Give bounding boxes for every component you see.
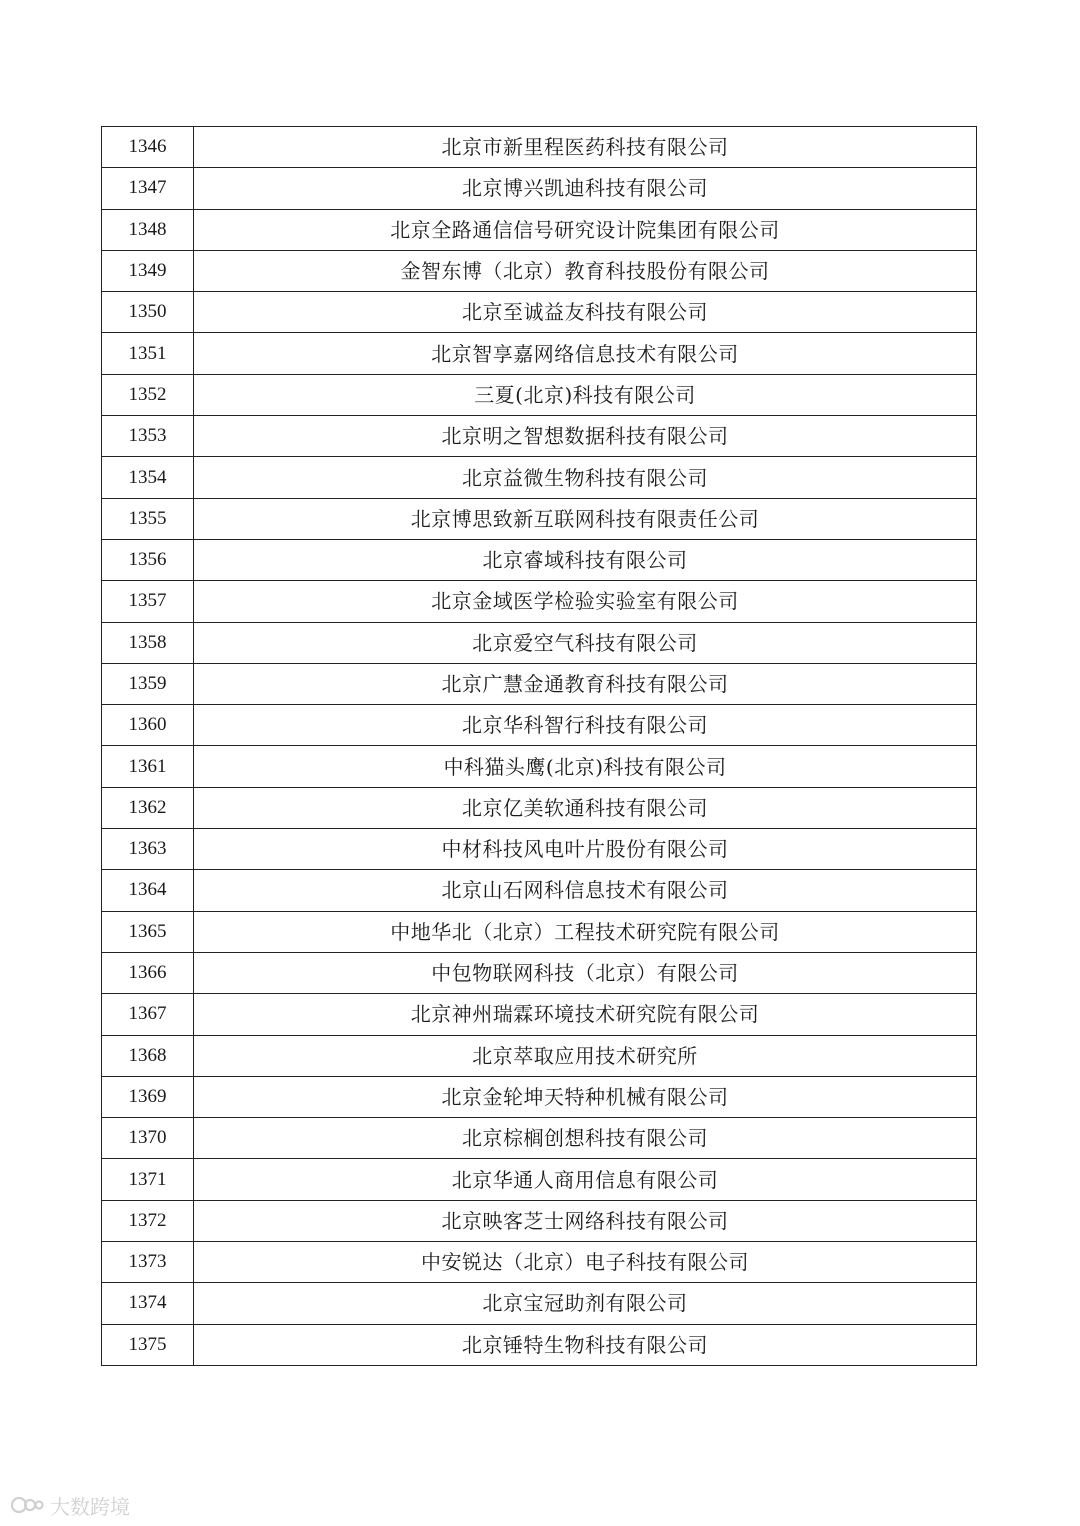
table-row (102, 1242, 977, 1283)
row-number: 1375 (102, 1324, 194, 1365)
table-row (102, 581, 977, 622)
company-name: 北京博兴凯迪科技有限公司 (194, 168, 977, 209)
table-row (102, 498, 977, 539)
table-row (102, 333, 977, 374)
row-number: 1370 (102, 1118, 194, 1159)
company-name: 北京亿美软通科技有限公司 (194, 787, 977, 828)
company-name: 金智东博（北京）教育科技股份有限公司 (194, 250, 977, 291)
company-name: 北京睿域科技有限公司 (194, 539, 977, 580)
watermark (10, 1490, 130, 1520)
table-row (102, 787, 977, 828)
row-number: 1348 (102, 209, 194, 250)
row-number: 1359 (102, 663, 194, 704)
row-number: 1372 (102, 1200, 194, 1241)
row-number: 1373 (102, 1242, 194, 1283)
table-row (102, 416, 977, 457)
company-name: 北京映客芝士网络科技有限公司 (194, 1200, 977, 1241)
company-name: 北京宝冠助剂有限公司 (194, 1283, 977, 1324)
table-row (102, 1035, 977, 1076)
row-number: 1364 (102, 870, 194, 911)
brand-logo-icon (10, 1494, 44, 1516)
company-name: 中地华北（北京）工程技术研究院有限公司 (194, 911, 977, 952)
table-row (102, 994, 977, 1035)
table-row (102, 1283, 977, 1324)
table-row (102, 1324, 977, 1365)
row-number: 1353 (102, 416, 194, 457)
company-name: 北京智享嘉网络信息技术有限公司 (194, 333, 977, 374)
row-number: 1363 (102, 829, 194, 870)
company-name: 北京锤特生物科技有限公司 (194, 1324, 977, 1365)
company-list-table (101, 126, 977, 1366)
table-row (102, 250, 977, 291)
row-number: 1365 (102, 911, 194, 952)
table-row (102, 1118, 977, 1159)
row-number: 1369 (102, 1076, 194, 1117)
company-name: 北京萃取应用技术研究所 (194, 1035, 977, 1076)
row-number: 1374 (102, 1283, 194, 1324)
table-row (102, 663, 977, 704)
table-row (102, 292, 977, 333)
row-number: 1351 (102, 333, 194, 374)
row-number: 1346 (102, 127, 194, 168)
table-row (102, 746, 977, 787)
company-name: 中包物联网科技（北京）有限公司 (194, 952, 977, 993)
row-number: 1358 (102, 622, 194, 663)
company-name: 北京神州瑞霖环境技术研究院有限公司 (194, 994, 977, 1035)
row-number: 1360 (102, 705, 194, 746)
table-body (102, 127, 977, 1366)
row-number: 1368 (102, 1035, 194, 1076)
table-row (102, 622, 977, 663)
company-name: 北京明之智想数据科技有限公司 (194, 416, 977, 457)
company-name: 北京全路通信信号研究设计院集团有限公司 (194, 209, 977, 250)
row-number: 1355 (102, 498, 194, 539)
row-number: 1352 (102, 374, 194, 415)
watermark-text: 大数跨境 (50, 1494, 130, 1519)
table-row (102, 374, 977, 415)
row-number: 1357 (102, 581, 194, 622)
company-name: 北京棕榈创想科技有限公司 (194, 1118, 977, 1159)
table-row (102, 1200, 977, 1241)
row-number: 1362 (102, 787, 194, 828)
company-name: 北京金域医学检验实验室有限公司 (194, 581, 977, 622)
table-row (102, 457, 977, 498)
company-name: 北京山石网科信息技术有限公司 (194, 870, 977, 911)
table-row (102, 127, 977, 168)
row-number: 1371 (102, 1159, 194, 1200)
company-name: 中材科技风电叶片股份有限公司 (194, 829, 977, 870)
row-number: 1350 (102, 292, 194, 333)
company-name: 三夏(北京)科技有限公司 (194, 374, 977, 415)
company-name: 中科猫头鹰(北京)科技有限公司 (194, 746, 977, 787)
row-number: 1347 (102, 168, 194, 209)
table-row (102, 209, 977, 250)
company-name: 北京爱空气科技有限公司 (194, 622, 977, 663)
row-number: 1354 (102, 457, 194, 498)
table-row (102, 168, 977, 209)
table-row (102, 705, 977, 746)
table-row (102, 829, 977, 870)
table-row (102, 952, 977, 993)
row-number: 1361 (102, 746, 194, 787)
row-number: 1349 (102, 250, 194, 291)
table-row (102, 1076, 977, 1117)
table-row (102, 539, 977, 580)
company-name: 中安锐达（北京）电子科技有限公司 (194, 1242, 977, 1283)
row-number: 1356 (102, 539, 194, 580)
company-name: 北京金轮坤天特种机械有限公司 (194, 1076, 977, 1117)
company-name: 北京广慧金通教育科技有限公司 (194, 663, 977, 704)
company-name: 北京至诚益友科技有限公司 (194, 292, 977, 333)
table-row (102, 911, 977, 952)
company-name: 北京华科智行科技有限公司 (194, 705, 977, 746)
row-number: 1367 (102, 994, 194, 1035)
table-row (102, 870, 977, 911)
table-row (102, 1159, 977, 1200)
company-name: 北京华通人商用信息有限公司 (194, 1159, 977, 1200)
row-number: 1366 (102, 952, 194, 993)
company-name: 北京益微生物科技有限公司 (194, 457, 977, 498)
company-name: 北京博思致新互联网科技有限责任公司 (194, 498, 977, 539)
company-name: 北京市新里程医药科技有限公司 (194, 127, 977, 168)
